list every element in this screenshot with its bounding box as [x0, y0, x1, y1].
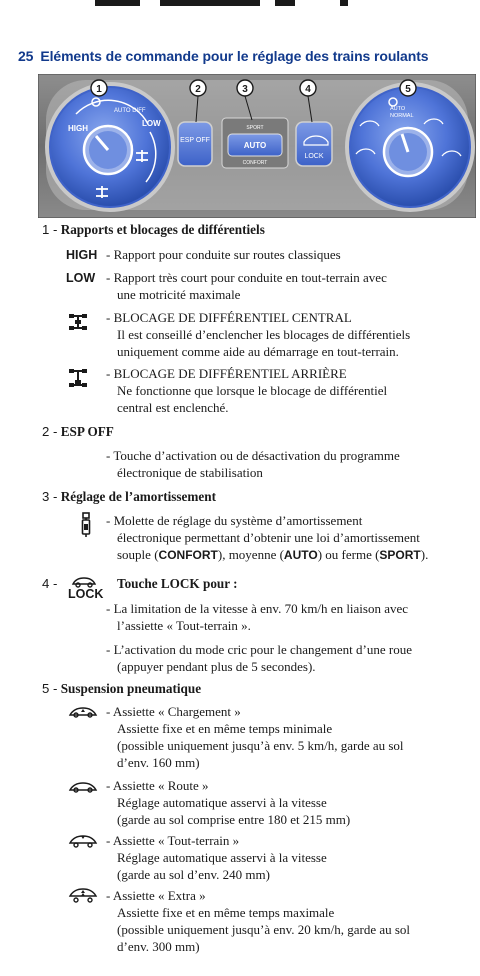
damping-button	[222, 118, 288, 168]
control-panel-figure	[38, 74, 476, 218]
car-low-icon	[68, 705, 98, 719]
section-2-heading	[42, 424, 114, 440]
mode-confort: CONFORT	[158, 548, 218, 562]
svg-text:5: 5	[405, 84, 411, 95]
dial-label-auto-diff: AUTO DIFF	[114, 108, 146, 114]
high-label: HIGH	[66, 248, 98, 262]
lock-button	[296, 122, 332, 166]
route-line-3: (garde au sol comprise entre 180 et 215 mm)	[117, 812, 351, 827]
page-header	[18, 48, 428, 64]
chargement-line-3: (possible uniquement jusqu’à env. 5 km/h, garde au sol	[117, 738, 404, 753]
route-line-2: Réglage automatique asservi à la vitesse	[117, 795, 327, 810]
toutterrain-line-1: - Assiette « Tout-terrain »	[106, 833, 240, 848]
esp-description-line-1: - Touche d’activation ou de désactivation du programme	[106, 448, 400, 463]
rear-lock-line-2: Ne fonctionne que lorsque le blocage de différentiel	[117, 383, 388, 398]
mode-sport: SPORT	[379, 548, 421, 562]
esp-description-line-2: électronique de stabilisation	[117, 465, 263, 480]
central-lock-line-2: Il est conseillé d’enclencher les blocages de différentiels	[117, 327, 411, 342]
dial-label-auto: AUTO	[390, 106, 406, 112]
dial-label-normal: NORMAL	[390, 113, 414, 119]
damping-line-1: - Molette de réglage du système d’amortissement	[106, 513, 363, 528]
high-description: - Rapport pour conduite sur routes classiques	[106, 247, 341, 262]
lock-item2-line-2: (appuyer pendant plus de 5 secondes).	[117, 659, 316, 674]
section-1-heading	[42, 222, 265, 238]
page-title: Eléments de commande pour le réglage des trains roulants	[40, 48, 429, 64]
callout-5	[400, 80, 416, 96]
toutterrain-line-2: Réglage automatique asservi à la vitesse	[117, 850, 327, 865]
chargement-line-1: - Assiette « Chargement »	[106, 704, 241, 719]
section-title: Rapports et blocages de différentiels	[60, 222, 265, 237]
lock-button-label: LOCK	[304, 153, 324, 160]
section-4-title: Touche LOCK pour :	[117, 576, 238, 591]
section-title: ESP OFF	[60, 424, 114, 439]
svg-text:4: 4	[305, 84, 311, 95]
extra-line-4: d’env. 300 mm)	[117, 939, 200, 954]
low-description-line-2: une motricité maximale	[117, 287, 241, 302]
low-description-line-1: - Rapport très court pour conduite en tout-terrain avec	[106, 270, 387, 285]
rear-lock-line-1: - BLOCAGE DE DIFFÉRENTIEL ARRIÈRE	[106, 366, 347, 381]
page-number: 25	[18, 48, 34, 64]
lock-item1-line-2: l’assiette « Tout-terrain ».	[117, 618, 251, 633]
central-diff-lock-icon	[68, 312, 88, 332]
damping-line-2: électronique permettant d’obtenir une loi d’amortissement	[117, 530, 420, 545]
esp-off-button	[178, 122, 212, 166]
lock-item2-line-1: - L’activation du mode cric pour le changement d’une roue	[106, 642, 412, 657]
damping-label-confort: CONFORT	[242, 160, 268, 166]
callout-1	[91, 80, 107, 96]
section-number: 5 -	[42, 681, 58, 696]
damping-label-sport: SPORT	[246, 125, 264, 131]
control-panel-illustration	[38, 74, 476, 218]
section-5-heading	[42, 681, 201, 697]
rear-lock-line-3: central est enclenché.	[117, 400, 229, 415]
chargement-line-4: d’env. 160 mm)	[117, 755, 200, 770]
central-lock-line-3: uniquement comme aide au démarrage en tout-terrain.	[117, 344, 399, 359]
section-3-heading	[42, 489, 216, 505]
section-title: Suspension pneumatique	[60, 681, 202, 696]
car-offroad-icon	[68, 834, 98, 849]
section-title: Réglage de l’amortissement	[60, 489, 216, 504]
dial-label-low: LOW	[142, 119, 161, 128]
section-number: 3 -	[42, 489, 58, 504]
extra-line-2: Assiette fixe et en même temps maximale	[117, 905, 335, 920]
rear-diff-lock-icon	[68, 367, 88, 389]
damper-icon	[80, 512, 92, 538]
dial-label-high: HIGH	[68, 124, 88, 133]
lock-item1-line-1: - La limitation de la vitesse à env. 70 km/h en liaison avec	[106, 601, 409, 616]
damping-label-auto: AUTO	[243, 141, 267, 150]
low-label: LOW	[66, 271, 96, 285]
section-number: 2 -	[42, 424, 58, 439]
car-extra-icon	[68, 888, 98, 904]
central-lock-line-1: - BLOCAGE DE DIFFÉRENTIEL CENTRAL	[106, 310, 352, 325]
svg-text:2: 2	[195, 84, 201, 95]
section-number: 1 -	[42, 222, 58, 237]
toutterrain-line-3: (garde au sol d’env. 240 mm)	[117, 867, 270, 882]
damping-line-3: souple (CONFORT), moyenne (AUTO) ou ferme (SPORT).	[117, 547, 429, 562]
esp-button-label: ESP OFF	[180, 137, 210, 144]
mode-auto: AUTO	[283, 548, 318, 562]
route-line-1: - Assiette « Route »	[106, 778, 209, 793]
chargement-line-2: Assiette fixe et en même temps minimale	[117, 721, 333, 736]
top-edge-marks	[0, 0, 480, 6]
lock-icon-label: LOCK	[68, 587, 104, 601]
extra-line-1: - Assiette « Extra »	[106, 888, 206, 903]
svg-text:3: 3	[242, 84, 248, 95]
left-dial	[47, 84, 173, 210]
section-4-number: 4 -	[42, 576, 58, 591]
svg-text:1: 1	[96, 84, 102, 95]
extra-line-3: (possible uniquement jusqu’à env. 20 km/h, garde au sol	[117, 922, 411, 937]
right-dial	[347, 84, 473, 210]
car-road-icon	[68, 780, 98, 794]
